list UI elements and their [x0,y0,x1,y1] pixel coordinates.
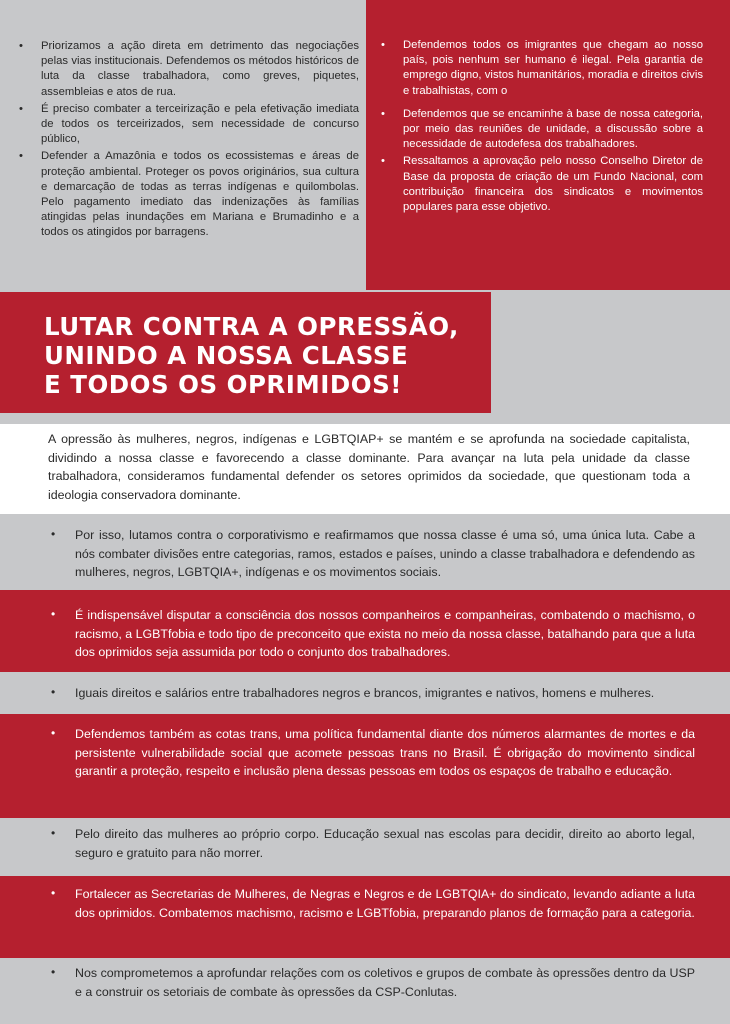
band-4 [0,714,730,818]
bullet: • [51,826,56,840]
bullet: • [51,886,56,900]
headline-line-1: LUTAR CONTRA A OPRESSÃO, [44,312,459,341]
bullet: • [51,685,56,699]
band-3 [0,672,730,714]
list-item: • É preciso combater a terceirização e pela efetivação imediata de todos os terceirizados, sem necessidade de concurso público, [41,102,359,148]
band-5 [0,818,730,876]
band-1 [0,514,730,590]
band-6 [0,876,730,958]
band-2 [0,590,730,672]
intro-section [0,424,730,514]
list-item: • Defendemos todos os imigrantes que chegam ao nosso país, pois nenhum ser humano é ilegal. Pela garantia de emprego digno, vistos humanitários, moradia e direitos civis e trabalhistas, com o [403,38,703,99]
page-title [44,312,484,399]
bullet: • [51,965,56,979]
band-text: Fortalecer as Secretarias de Mulheres, de Negras e Negros e de LGBTQIA+ do sindicato, levando adiante a luta dos oprimidos. Combatemos machismo, racismo e LGBTfobia, preparando planos de formação para a categoria. [75,887,695,920]
right-bullet-list [403,38,703,217]
right-column-panel [366,0,730,290]
bullet: • [51,607,56,621]
left-bullet-list [41,39,359,243]
headline-line-2: UNINDO A NOSSA CLASSE [44,341,409,370]
band-7 [0,958,730,1024]
band-text: É indispensável disputar a consciência dos nossos companheiros e companheiras, combatendo o machismo, o racismo, a LGBTfobia e todo tipo de preconceito que exista no meio da nossa classe, batalhando para que a luta dos oprimidos seja assumida por todo o conjunto dos trabalhadores. [75,608,695,660]
band-text: Por isso, lutamos contra o corporativismo e reafirmamos que nossa classe é uma só, uma única luta. Cabe a nós combater divisões entre categorias, ramos, estados e países, unindo a classe trabalhadora e defendendo as mulheres, negros, LGBTQIA+, indígenas e os movimentos sociais. [75,528,695,580]
intro-paragraph: A opressão às mulheres, negros, indígenas e LGBTQIAP+ se mantém e se aprofunda na sociedade capitalista, dividindo a nossa classe e favorecendo a classe dominante. Para avançar na luta pela unidade da classe trabalhadora, consideramos fundamental defender os setores oprimidos da sociedade, que questionam toda a ideologia conservadora dominante. [48,432,690,502]
list-item: • Ressaltamos a aprovação pelo nosso Conselho Diretor de Base da proposta de criação de um Fundo Nacional, com contribuição financeira dos sindicatos e movimentos populares para esse objetivo. [403,154,703,215]
band-text: Nos comprometemos a aprofundar relações com os coletivos e grupos de combate às opressões dentro da USP e a construir os setoriais de combate às opressões da CSP-Conlutas. [75,966,695,999]
bullet: • [51,726,56,740]
band-text: Pelo direito das mulheres ao próprio corpo. Educação sexual nas escolas para decidir, direito ao aborto legal, seguro e gratuito para não morrer. [75,827,695,860]
band-text: Iguais direitos e salários entre trabalhadores negros e brancos, imigrantes e nativos, homens e mulheres. [75,686,655,700]
bullet: • [51,527,56,541]
list-item: • Defendemos que se encaminhe à base de nossa categoria, por meio das reuniões de unidade, a discussão sobre a necessidade de autodefesa dos trabalhadores. [403,107,703,153]
band-text: Defendemos também as cotas trans, uma política fundamental diante dos números alarmantes de mortes e da persistente vulnerabilidade social que acomete pessoas trans no Brasil. É obrigação do movimento sindical garantir a proteção, respeito e inclusão plena dessas pessoas em todos os espaços de trabalho e educação. [75,727,695,779]
list-item: • Defender a Amazônia e todos os ecossistemas e áreas de proteção ambiental. Proteger os povos originários, sua cultura e demarcação de todas as terras indígenas e quilombolas. Pelo pagamento imediato das indenizações às famílias atingidas pelas inundações em Mariana e Brumadinho e a todos os atingidos por barragens. [41,149,359,240]
headline-line-3: E TODOS OS OPRIMIDOS! [44,370,402,399]
left-column-panel [0,0,366,290]
list-item: • Priorizamos a ação direta em detrimento das negociações pelas vias institucionais. Defendemos os métodos históricos de luta da classe trabalhadora, como greves, piquetes, assembleias e atos de rua. [41,39,359,100]
